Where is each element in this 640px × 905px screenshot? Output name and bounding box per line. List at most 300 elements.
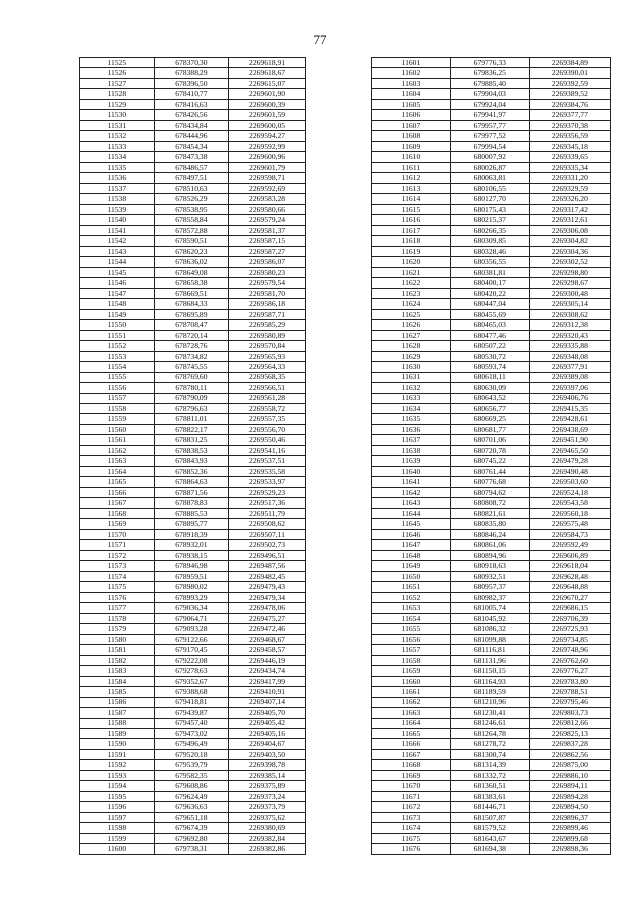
x-coordinate-cell: 678426,56: [154, 110, 229, 120]
point-number-cell: 11663: [372, 708, 451, 718]
y-coordinate-cell: 2269776,27: [529, 666, 610, 676]
table-row: [80, 739, 306, 749]
table-row: [80, 550, 306, 560]
table-row: [80, 257, 306, 267]
point-number-cell: 11609: [372, 141, 451, 151]
point-number-cell: 11531: [80, 120, 155, 130]
y-coordinate-cell: 2269397,06: [529, 383, 610, 393]
x-coordinate-cell: 680063,81: [450, 173, 529, 183]
table-row: [80, 529, 306, 539]
point-number-cell: 11566: [80, 487, 155, 497]
y-coordinate-cell: 2269428,61: [529, 414, 610, 424]
x-coordinate-cell: 681579,52: [450, 823, 529, 833]
y-coordinate-cell: 2269618,67: [229, 68, 306, 78]
y-coordinate-cell: 2269475,27: [229, 613, 306, 623]
table-row: [80, 666, 306, 676]
point-number-cell: 11667: [372, 749, 451, 759]
x-coordinate-cell: 679738,31: [154, 844, 229, 854]
table-row: [372, 582, 611, 592]
table-row: [80, 519, 306, 529]
table-row: [80, 708, 306, 718]
table-body-left: [80, 58, 306, 855]
point-number-cell: 11589: [80, 729, 155, 739]
point-number-cell: 11585: [80, 687, 155, 697]
x-coordinate-cell: 678396,50: [154, 78, 229, 88]
y-coordinate-cell: 2269587,15: [229, 236, 306, 246]
x-coordinate-cell: 680643,52: [450, 393, 529, 403]
table-row: [372, 351, 611, 361]
y-coordinate-cell: 2269584,73: [529, 529, 610, 539]
y-coordinate-cell: 2269406,76: [529, 393, 610, 403]
point-number-cell: 11570: [80, 529, 155, 539]
point-number-cell: 11626: [372, 320, 451, 330]
y-coordinate-cell: 2269389,52: [529, 89, 610, 99]
point-number-cell: 11603: [372, 78, 451, 88]
table-row: [80, 676, 306, 686]
x-coordinate-cell: 681150,15: [450, 666, 529, 676]
point-number-cell: 11656: [372, 634, 451, 644]
table-row: [80, 466, 306, 476]
y-coordinate-cell: 2269517,36: [229, 498, 306, 508]
table-row: [372, 267, 611, 277]
point-number-cell: 11659: [372, 666, 451, 676]
y-coordinate-cell: 2269503,60: [529, 477, 610, 487]
point-number-cell: 11665: [372, 729, 451, 739]
y-coordinate-cell: 2269317,42: [529, 204, 610, 214]
y-coordinate-cell: 2269306,08: [529, 225, 610, 235]
table-row: [80, 603, 306, 613]
y-coordinate-cell: 2269496,51: [229, 550, 306, 560]
table-row: [372, 477, 611, 487]
table-row: [80, 362, 306, 372]
table-row: [80, 592, 306, 602]
point-number-cell: 11602: [372, 68, 451, 78]
table-row: [80, 320, 306, 330]
point-number-cell: 11621: [372, 267, 451, 277]
y-coordinate-cell: 2269560,18: [529, 508, 610, 518]
y-coordinate-cell: 2269384,76: [529, 99, 610, 109]
table-row: [372, 131, 611, 141]
y-coordinate-cell: 2269446,19: [229, 655, 306, 665]
x-coordinate-cell: 679036,34: [154, 603, 229, 613]
x-coordinate-cell: 680266,35: [450, 225, 529, 235]
point-number-cell: 11547: [80, 288, 155, 298]
table-row: [372, 78, 611, 88]
x-coordinate-cell: 679624,49: [154, 791, 229, 801]
y-coordinate-cell: 2269524,18: [529, 487, 610, 497]
table-row: [372, 655, 611, 665]
point-number-cell: 11559: [80, 414, 155, 424]
x-coordinate-cell: 678444,96: [154, 131, 229, 141]
y-coordinate-cell: 2269585,29: [229, 320, 306, 330]
table-row: [80, 351, 306, 361]
y-coordinate-cell: 2269592,69: [229, 183, 306, 193]
table-row: [372, 519, 611, 529]
table-row: [80, 120, 306, 130]
x-coordinate-cell: 678918,39: [154, 529, 229, 539]
y-coordinate-cell: 2269478,06: [229, 603, 306, 613]
table-row: [80, 770, 306, 780]
table-row: [80, 697, 306, 707]
x-coordinate-cell: 680618,11: [450, 372, 529, 382]
x-coordinate-cell: 678871,56: [154, 487, 229, 497]
table-row: [372, 613, 611, 623]
y-coordinate-cell: 2269618,91: [229, 58, 306, 68]
table-row: [372, 729, 611, 739]
y-coordinate-cell: 2269592,99: [229, 141, 306, 151]
y-coordinate-cell: 2269375,62: [229, 812, 306, 822]
x-coordinate-cell: 680420,22: [450, 288, 529, 298]
table-row: [372, 152, 611, 162]
point-number-cell: 11568: [80, 508, 155, 518]
x-coordinate-cell: 679941,97: [450, 110, 529, 120]
table-row: [372, 844, 611, 854]
y-coordinate-cell: 2269529,23: [229, 487, 306, 497]
x-coordinate-cell: 679122,66: [154, 634, 229, 644]
x-coordinate-cell: 678946,98: [154, 561, 229, 571]
point-number-cell: 11577: [80, 603, 155, 613]
y-coordinate-cell: 2269894,28: [529, 791, 610, 801]
point-number-cell: 11654: [372, 613, 451, 623]
y-coordinate-cell: 2269300,48: [529, 288, 610, 298]
point-number-cell: 11591: [80, 749, 155, 759]
x-coordinate-cell: 681278,72: [450, 739, 529, 749]
x-coordinate-cell: 681045,92: [450, 613, 529, 623]
x-coordinate-cell: 680175,43: [450, 204, 529, 214]
table-row: [372, 372, 611, 382]
x-coordinate-cell: 681210,96: [450, 697, 529, 707]
y-coordinate-cell: 2269335,88: [529, 341, 610, 351]
point-number-cell: 11596: [80, 802, 155, 812]
y-coordinate-cell: 2269615,07: [229, 78, 306, 88]
table-row: [80, 718, 306, 728]
point-number-cell: 11598: [80, 823, 155, 833]
point-number-cell: 11540: [80, 215, 155, 225]
y-coordinate-cell: 2269370,38: [529, 120, 610, 130]
x-coordinate-cell: 678497,51: [154, 173, 229, 183]
x-coordinate-cell: 679674,39: [154, 823, 229, 833]
table-row: [80, 445, 306, 455]
point-number-cell: 11636: [372, 424, 451, 434]
table-row: [372, 141, 611, 151]
point-number-cell: 11599: [80, 833, 155, 843]
point-number-cell: 11643: [372, 498, 451, 508]
table-row: [80, 561, 306, 571]
x-coordinate-cell: 678620,23: [154, 246, 229, 256]
x-coordinate-cell: 680106,55: [450, 183, 529, 193]
y-coordinate-cell: 2269896,37: [529, 812, 610, 822]
table-row: [372, 812, 611, 822]
y-coordinate-cell: 2269482,45: [229, 571, 306, 581]
x-coordinate-cell: 678538,95: [154, 204, 229, 214]
point-number-cell: 11546: [80, 278, 155, 288]
point-number-cell: 11549: [80, 309, 155, 319]
x-coordinate-cell: 681230,41: [450, 708, 529, 718]
table-row: [80, 173, 306, 183]
point-number-cell: 11662: [372, 697, 451, 707]
point-number-cell: 11533: [80, 141, 155, 151]
y-coordinate-cell: 2269825,13: [529, 729, 610, 739]
x-coordinate-cell: 681360,51: [450, 781, 529, 791]
y-coordinate-cell: 2269594,27: [229, 131, 306, 141]
x-coordinate-cell: 678558,84: [154, 215, 229, 225]
table-row: [372, 362, 611, 372]
table-row: [80, 487, 306, 497]
point-number-cell: 11543: [80, 246, 155, 256]
x-coordinate-cell: 681446,71: [450, 802, 529, 812]
point-number-cell: 11669: [372, 770, 451, 780]
point-number-cell: 11661: [372, 687, 451, 697]
table-row: [372, 383, 611, 393]
x-coordinate-cell: 678864,63: [154, 477, 229, 487]
table-row: [80, 634, 306, 644]
x-coordinate-cell: 678728,76: [154, 341, 229, 351]
x-coordinate-cell: 681246,61: [450, 718, 529, 728]
y-coordinate-cell: 2269533,97: [229, 477, 306, 487]
table-row: [80, 508, 306, 518]
y-coordinate-cell: 2269339,65: [529, 152, 610, 162]
y-coordinate-cell: 2269434,74: [229, 666, 306, 676]
y-coordinate-cell: 2269670,27: [529, 592, 610, 602]
table-row: [372, 708, 611, 718]
y-coordinate-cell: 2269468,67: [229, 634, 306, 644]
x-coordinate-cell: 678434,84: [154, 120, 229, 130]
x-coordinate-cell: 679692,80: [154, 833, 229, 843]
point-number-cell: 11578: [80, 613, 155, 623]
x-coordinate-cell: 680794,62: [450, 487, 529, 497]
table-row: [80, 582, 306, 592]
point-number-cell: 11574: [80, 571, 155, 581]
x-coordinate-cell: 678649,08: [154, 267, 229, 277]
point-number-cell: 11625: [372, 309, 451, 319]
y-coordinate-cell: 2269601,59: [229, 110, 306, 120]
point-number-cell: 11612: [372, 173, 451, 183]
x-coordinate-cell: 679170,45: [154, 645, 229, 655]
point-number-cell: 11675: [372, 833, 451, 843]
point-number-cell: 11582: [80, 655, 155, 665]
y-coordinate-cell: 2269302,52: [529, 257, 610, 267]
y-coordinate-cell: 2269479,28: [529, 456, 610, 466]
table-row: [80, 571, 306, 581]
y-coordinate-cell: 2269305,14: [529, 299, 610, 309]
y-coordinate-cell: 2269490,48: [529, 466, 610, 476]
point-number-cell: 11541: [80, 225, 155, 235]
x-coordinate-cell: 679957,77: [450, 120, 529, 130]
x-coordinate-cell: 679836,25: [450, 68, 529, 78]
x-coordinate-cell: 678895,77: [154, 519, 229, 529]
point-number-cell: 11584: [80, 676, 155, 686]
table-row: [80, 655, 306, 665]
x-coordinate-cell: 679977,52: [450, 131, 529, 141]
table-row: [372, 603, 611, 613]
point-number-cell: 11588: [80, 718, 155, 728]
x-coordinate-cell: 681643,67: [450, 833, 529, 843]
table-row: [80, 215, 306, 225]
x-coordinate-cell: 680007,92: [450, 152, 529, 162]
y-coordinate-cell: 2269479,34: [229, 592, 306, 602]
point-number-cell: 11635: [372, 414, 451, 424]
point-number-cell: 11542: [80, 236, 155, 246]
y-coordinate-cell: 2269308,62: [529, 309, 610, 319]
x-coordinate-cell: 680982,37: [450, 592, 529, 602]
table-row: [372, 445, 611, 455]
y-coordinate-cell: 2269398,78: [229, 760, 306, 770]
y-coordinate-cell: 2269384,89: [529, 58, 610, 68]
table-row: [80, 68, 306, 78]
x-coordinate-cell: 681264,78: [450, 729, 529, 739]
y-coordinate-cell: 2269502,73: [229, 540, 306, 550]
x-coordinate-cell: 679457,40: [154, 718, 229, 728]
y-coordinate-cell: 2269375,89: [229, 781, 306, 791]
y-coordinate-cell: 2269356,59: [529, 131, 610, 141]
point-number-cell: 11638: [372, 445, 451, 455]
y-coordinate-cell: 2269373,24: [229, 791, 306, 801]
point-number-cell: 11600: [80, 844, 155, 854]
point-number-cell: 11673: [372, 812, 451, 822]
y-coordinate-cell: 2269417,99: [229, 676, 306, 686]
point-number-cell: 11668: [372, 760, 451, 770]
table-row: [80, 414, 306, 424]
point-number-cell: 11618: [372, 236, 451, 246]
table-row: [80, 246, 306, 256]
x-coordinate-cell: 678769,60: [154, 372, 229, 382]
point-number-cell: 11576: [80, 592, 155, 602]
x-coordinate-cell: 678734,82: [154, 351, 229, 361]
x-coordinate-cell: 681507,87: [450, 812, 529, 822]
coordinates-table-left: [79, 57, 306, 855]
point-number-cell: 11607: [372, 120, 451, 130]
y-coordinate-cell: 2269795,46: [529, 697, 610, 707]
table-row: [372, 278, 611, 288]
x-coordinate-cell: 678838,53: [154, 445, 229, 455]
y-coordinate-cell: 2269298,67: [529, 278, 610, 288]
y-coordinate-cell: 2269875,00: [529, 760, 610, 770]
x-coordinate-cell: 680309,85: [450, 236, 529, 246]
point-number-cell: 11653: [372, 603, 451, 613]
table-row: [80, 330, 306, 340]
x-coordinate-cell: 680957,37: [450, 582, 529, 592]
x-coordinate-cell: 681314,39: [450, 760, 529, 770]
point-number-cell: 11624: [372, 299, 451, 309]
point-number-cell: 11615: [372, 204, 451, 214]
x-coordinate-cell: 679439,87: [154, 708, 229, 718]
x-coordinate-cell: 680932,51: [450, 571, 529, 581]
table-row: [372, 718, 611, 728]
y-coordinate-cell: 2269331,20: [529, 173, 610, 183]
y-coordinate-cell: 2269389,08: [529, 372, 610, 382]
y-coordinate-cell: 2269898,36: [529, 844, 610, 854]
y-coordinate-cell: 2269535,58: [229, 466, 306, 476]
y-coordinate-cell: 2269558,72: [229, 403, 306, 413]
table-row: [372, 791, 611, 801]
x-coordinate-cell: 680821,61: [450, 508, 529, 518]
table-row: [372, 770, 611, 780]
point-number-cell: 11572: [80, 550, 155, 560]
x-coordinate-cell: 678959,51: [154, 571, 229, 581]
table-row: [372, 508, 611, 518]
table-row: [372, 393, 611, 403]
point-number-cell: 11608: [372, 131, 451, 141]
x-coordinate-cell: 678720,14: [154, 330, 229, 340]
y-coordinate-cell: 2269894,11: [529, 781, 610, 791]
point-number-cell: 11604: [372, 89, 451, 99]
table-row: [372, 456, 611, 466]
table-row: [372, 288, 611, 298]
point-number-cell: 11605: [372, 99, 451, 109]
y-coordinate-cell: 2269564,33: [229, 362, 306, 372]
y-coordinate-cell: 2269566,51: [229, 383, 306, 393]
table-row: [372, 58, 611, 68]
point-number-cell: 11550: [80, 320, 155, 330]
point-number-cell: 11532: [80, 131, 155, 141]
point-number-cell: 11623: [372, 288, 451, 298]
point-number-cell: 11601: [372, 58, 451, 68]
point-number-cell: 11595: [80, 791, 155, 801]
point-number-cell: 11555: [80, 372, 155, 382]
table-row: [372, 414, 611, 424]
point-number-cell: 11613: [372, 183, 451, 193]
x-coordinate-cell: 678980,02: [154, 582, 229, 592]
table-row: [372, 257, 611, 267]
x-coordinate-cell: 680681,77: [450, 424, 529, 434]
x-coordinate-cell: 679582,35: [154, 770, 229, 780]
x-coordinate-cell: 678831,25: [154, 435, 229, 445]
y-coordinate-cell: 2269618,04: [529, 561, 610, 571]
x-coordinate-cell: 678526,29: [154, 194, 229, 204]
x-coordinate-cell: 679388,68: [154, 687, 229, 697]
x-coordinate-cell: 678822,17: [154, 424, 229, 434]
y-coordinate-cell: 2269541,16: [229, 445, 306, 455]
x-coordinate-cell: 681300,74: [450, 749, 529, 759]
point-number-cell: 11594: [80, 781, 155, 791]
y-coordinate-cell: 2269587,71: [229, 309, 306, 319]
point-number-cell: 11633: [372, 393, 451, 403]
point-number-cell: 11649: [372, 561, 451, 571]
table-row: [80, 781, 306, 791]
point-number-cell: 11558: [80, 403, 155, 413]
table-row: [372, 173, 611, 183]
point-number-cell: 11617: [372, 225, 451, 235]
x-coordinate-cell: 680835,80: [450, 519, 529, 529]
x-coordinate-cell: 678572,88: [154, 225, 229, 235]
table-row: [372, 110, 611, 120]
point-number-cell: 11664: [372, 718, 451, 728]
table-row: [80, 341, 306, 351]
x-coordinate-cell: 680720,78: [450, 445, 529, 455]
y-coordinate-cell: 2269380,69: [229, 823, 306, 833]
table-row: [80, 435, 306, 445]
point-number-cell: 11530: [80, 110, 155, 120]
x-coordinate-cell: 679885,40: [450, 78, 529, 88]
point-number-cell: 11564: [80, 466, 155, 476]
y-coordinate-cell: 2269580,89: [229, 330, 306, 340]
x-coordinate-cell: 679418,81: [154, 697, 229, 707]
table-row: [372, 89, 611, 99]
table-row: [80, 110, 306, 120]
y-coordinate-cell: 2269783,80: [529, 676, 610, 686]
point-number-cell: 11538: [80, 194, 155, 204]
table-row: [372, 162, 611, 172]
y-coordinate-cell: 2269600,96: [229, 152, 306, 162]
x-coordinate-cell: 679352,67: [154, 676, 229, 686]
point-number-cell: 11565: [80, 477, 155, 487]
table-row: [80, 299, 306, 309]
x-coordinate-cell: 678684,33: [154, 299, 229, 309]
table-row: [372, 215, 611, 225]
y-coordinate-cell: 2269405,70: [229, 708, 306, 718]
point-number-cell: 11646: [372, 529, 451, 539]
x-coordinate-cell: 681694,38: [450, 844, 529, 854]
